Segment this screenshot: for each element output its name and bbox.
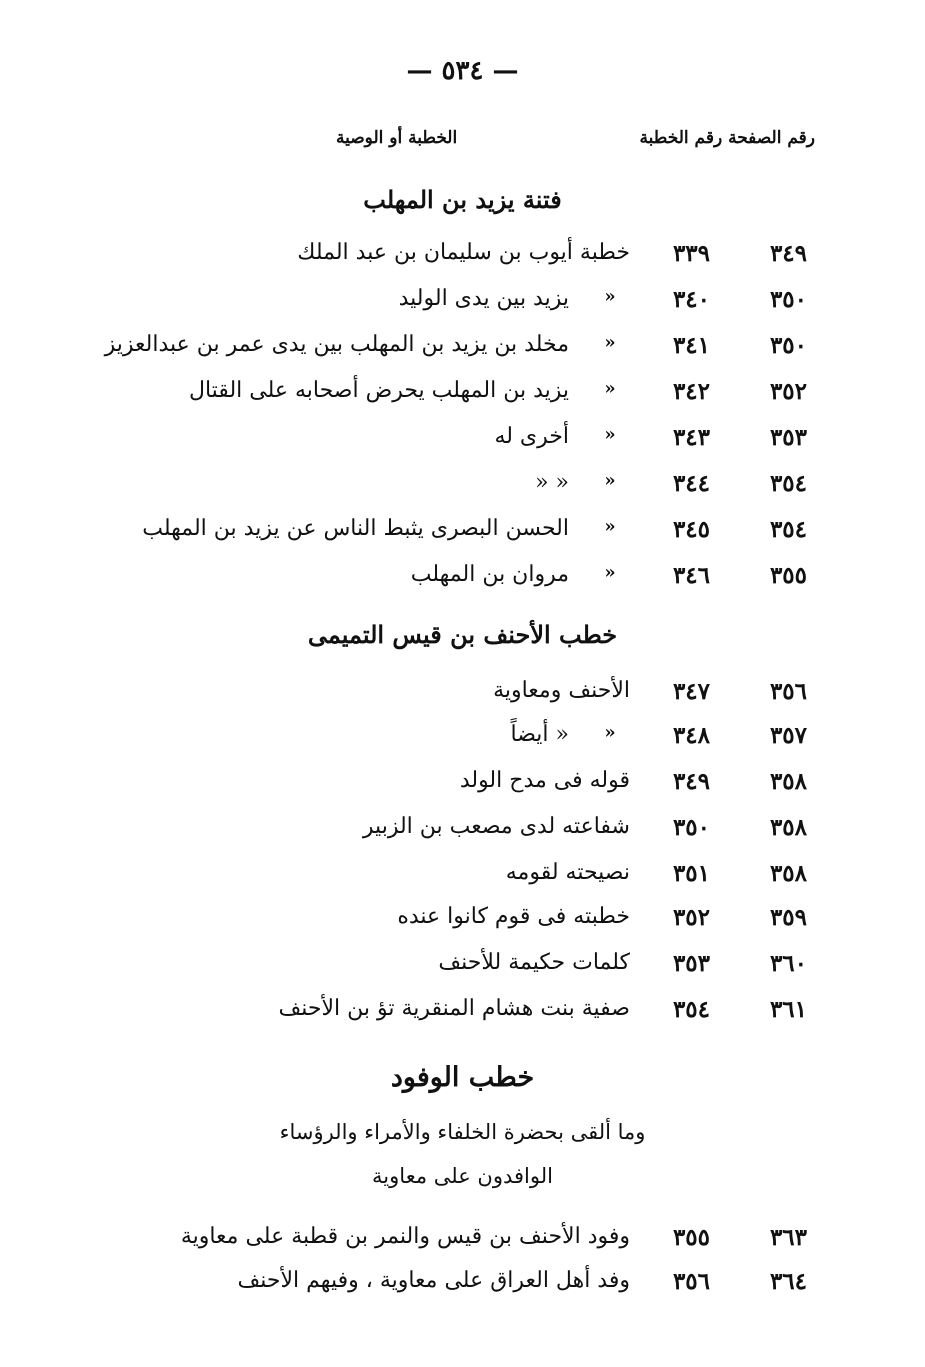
- page-ref: ٣٤٩: [769, 240, 807, 267]
- toc-row: [0, 860, 925, 900]
- toc-row: [0, 678, 925, 718]
- page-ref: ٣٥٦: [769, 678, 807, 705]
- sermon-number: ٣٤٣: [672, 424, 710, 451]
- sermon-number: ٣٥١: [672, 860, 710, 887]
- ditto-mark: «: [604, 562, 616, 583]
- ditto-mark: «: [604, 286, 616, 307]
- ditto-mark: «: [604, 378, 616, 399]
- toc-row: [0, 378, 925, 418]
- sermon-number: ٣٤٤: [672, 470, 710, 497]
- page-ref: ٣٥٤: [769, 516, 807, 543]
- sermon-number: ٣٤٢: [672, 378, 710, 405]
- page-ref: ٣٥٣: [769, 424, 807, 451]
- page-ref: ٣٥٨: [769, 860, 807, 887]
- section-subheading: الوافدون على معاوية: [372, 1164, 553, 1188]
- ditto-mark: «: [604, 722, 616, 743]
- page-ref: ٣٥٧: [769, 722, 807, 749]
- entry-title: يزيد بين يدى الوليد: [398, 286, 569, 311]
- header-title-column: الخطبة أو الوصية: [336, 128, 458, 148]
- sermon-number: ٣٣٩: [672, 240, 710, 267]
- ditto-mark: «: [604, 424, 616, 445]
- entry-title: وفود الأحنف بن قيس والنمر بن قطبة على معاوية: [180, 1224, 630, 1249]
- toc-row: [0, 286, 925, 326]
- sermon-number: ٣٤١: [672, 332, 710, 359]
- sermon-number: ٣٥٤: [672, 996, 710, 1023]
- toc-row: [0, 516, 925, 556]
- entry-title: نصيحته لقومه: [505, 860, 630, 885]
- toc-row: [0, 1268, 925, 1308]
- ditto-mark: «: [604, 470, 616, 491]
- toc-row: [0, 996, 925, 1036]
- page-ref: ٣٥٨: [769, 768, 807, 795]
- page-ref: ٣٥٥: [769, 562, 807, 589]
- sermon-number: ٣٤٥: [672, 516, 710, 543]
- toc-row: [0, 424, 925, 464]
- page-ref: ٣٦٤: [769, 1268, 807, 1295]
- page-ref: ٣٥٠: [769, 286, 807, 313]
- toc-row: [0, 904, 925, 944]
- page-ref: ٣٦٠: [769, 950, 807, 977]
- entry-title: « أيضاً: [510, 722, 569, 747]
- entry-title: يزيد بن المهلب يحرض أصحابه على القتال: [188, 378, 569, 403]
- toc-row: [0, 722, 925, 762]
- entry-title: مروان بن المهلب: [410, 562, 569, 587]
- page-ref: ٣٥٨: [769, 814, 807, 841]
- toc-row: [0, 1224, 925, 1264]
- page-ref: ٣٥٩: [769, 904, 807, 931]
- entry-title: خطبته فى قوم كانوا عنده: [397, 904, 630, 929]
- page-ref: ٣٥٢: [769, 378, 807, 405]
- entry-title: خطبة أيوب بن سليمان بن عبد الملك: [297, 240, 630, 265]
- header-page-and-number: رقم الصفحة رقم الخطبة: [639, 128, 815, 148]
- sermon-number: ٣٥٢: [672, 904, 710, 931]
- ditto-mark: «: [604, 332, 616, 353]
- entry-title: أخرى له: [494, 424, 569, 449]
- entry-title: مخلد بن يزيد بن المهلب بين يدى عمر بن عبدالعزيز: [104, 332, 569, 357]
- sermon-number: ٣٥٥: [672, 1224, 710, 1251]
- toc-row: [0, 240, 925, 280]
- toc-row: [0, 562, 925, 602]
- entry-title: الحسن البصرى يثبط الناس عن يزيد بن المهلب: [142, 516, 569, 541]
- sermon-number: ٣٤٩: [672, 768, 710, 795]
- entry-title: كلمات حكيمة للأحنف: [438, 950, 630, 975]
- section-title: خطب الوفود: [390, 1062, 535, 1093]
- ditto-mark: «: [604, 516, 616, 537]
- page-ref: ٣٥٠: [769, 332, 807, 359]
- page-number: — ٥٣٤ —: [406, 56, 519, 86]
- entry-title: شفاعته لدى مصعب بن الزبير: [362, 814, 630, 839]
- sermon-number: ٣٤٠: [672, 286, 710, 313]
- toc-row: [0, 768, 925, 808]
- entry-title: قوله فى مدح الولد: [459, 768, 630, 793]
- entry-title: وفد أهل العراق على معاوية ، وفيهم الأحنف: [237, 1268, 630, 1293]
- section-subtitle: وما ألقى بحضرة الخلفاء والأمراء والرؤساء: [279, 1120, 646, 1144]
- sermon-number: ٣٥٣: [672, 950, 710, 977]
- toc-row: [0, 470, 925, 510]
- entry-title: الأحنف ومعاوية: [493, 678, 630, 703]
- sermon-number: ٣٥٠: [672, 814, 710, 841]
- toc-row: [0, 332, 925, 372]
- section-title: فتنة يزيد بن المهلب: [363, 185, 562, 214]
- toc-row: [0, 950, 925, 990]
- entry-title: صفية بنت هشام المنقرية تؤ بن الأحنف: [278, 996, 630, 1021]
- toc-row: [0, 814, 925, 854]
- sermon-number: ٣٤٨: [672, 722, 710, 749]
- page-ref: ٣٥٤: [769, 470, 807, 497]
- section-title: خطب الأحنف بن قيس التميمى: [307, 620, 618, 649]
- page-ref: ٣٦١: [769, 996, 807, 1023]
- sermon-number: ٣٤٦: [672, 562, 710, 589]
- sermon-number: ٣٥٦: [672, 1268, 710, 1295]
- page-ref: ٣٦٣: [769, 1224, 807, 1251]
- entry-title: « «: [535, 470, 569, 495]
- sermon-number: ٣٤٧: [672, 678, 710, 705]
